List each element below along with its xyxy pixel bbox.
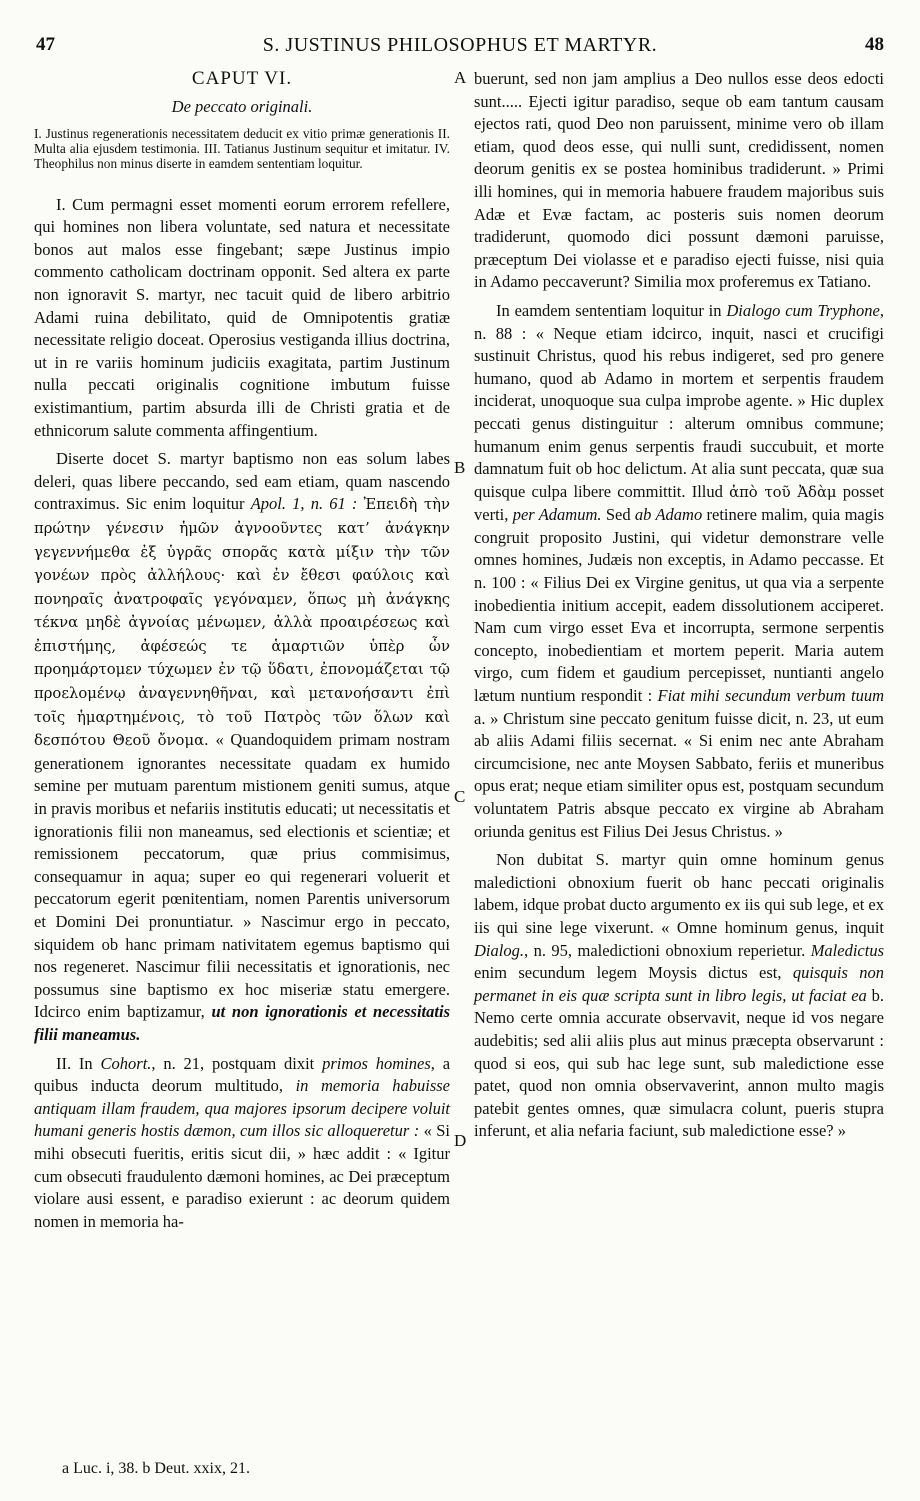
paragraph-text: Sed	[605, 505, 631, 525]
paragraph-text: « Si mihi obsecuti fueritis, eritis sicut dii, » hæc addit : « Igitur cum obsecuti fraudulento dæmoni homines, ac Dei præceptum violare ausi essent, e paradiso exierunt : ac deorum quidem nomen in memoria ha-	[34, 1121, 451, 1231]
paragraph-text: Non dubitat S. martyr quin omne hominum genus maledictioni obnoxium fuerit ob hanc peccati originalis labem, idque probat ducto argumento ex iis qui sub lege, et ex iis qui sine lege vixerunt. « Omne hominum genus, inquit	[474, 850, 884, 937]
chapter-summary: I. Justinus regenerationis necessitatem deducit ex vitio primæ generationis II. Multa alia ejusdem testimonia. III. Tatianus Justinum sequitur et imitatur. IV. Theophilus non minus diserte in eamdem sententiam loquitur.	[34, 126, 450, 172]
citation: Cohort.	[100, 1053, 152, 1073]
paragraph-text: , n. 21, postquam dixit	[151, 1053, 315, 1073]
paragraph	[474, 68, 884, 294]
italic-quote: ab Adamo	[634, 505, 703, 525]
italic-quote: primos homines	[322, 1053, 431, 1073]
paragraph-text: enim secundum legem Moysis dictus est,	[474, 963, 782, 983]
italic-quote: per Adamum.	[512, 505, 602, 525]
paragraph-text: retinere malim, quia magis congruit proposito Justini, qui videtur demonstrare velle omnes homines, Judæis non exceptis, in Adamo peccasse. Et n. 100 : « Filius Dei ex Virgine genitus, ut qua via a serpente inobedientia initium accepit, eadem dissolutionem acciperet. Nam cum virgo esset Eva et incorrupta, sermone serpentis concepto, inobedientiam et mortem peperit. Maria autem virgo, cum fidem et gaudium percepisset, nuntianti angelo lætum nuntium respondit :	[474, 505, 884, 706]
page-header	[0, 34, 920, 58]
citation: Dialogo cum Tryphone	[726, 300, 880, 320]
paragraph-text: posset verti,	[474, 481, 885, 525]
running-title: S. JUSTINUS PHILOSOPHUS ET MARTYR.	[262, 34, 658, 56]
paragraph	[34, 194, 450, 443]
right-column	[474, 68, 884, 1143]
italic-quote: Maledictus	[810, 940, 885, 960]
margin-marker-d: D	[454, 1131, 467, 1150]
paragraph	[474, 300, 884, 843]
left-column	[34, 68, 450, 1233]
citation: Dialog.	[474, 940, 524, 960]
footnotes: a Luc. i, 38. b Deut. xxix, 21.	[62, 1460, 250, 1477]
paragraph-text: In eamdem sententiam loquitur in	[496, 300, 722, 320]
paragraph-text: , n. 95, maledictioni obnoxium reperietur.	[523, 940, 806, 960]
italic-quote: in memoria habuisse antiquam illam fraudem, qua majores ipsorum decipere voluit humani generis hostis dæmon, cum illos sic alloqueretur :	[34, 1076, 450, 1141]
italic-quote: Fiat mihi secundum verbum tuum	[657, 686, 884, 706]
greek-quote: ἀπὸ τοῦ Ἀδὰμ	[729, 483, 837, 501]
paragraph	[34, 448, 450, 1046]
paragraph	[34, 1053, 450, 1234]
paragraph	[474, 849, 884, 1143]
paragraph-text: I. Cum permagni esset momenti eorum errorem refellere, qui homines non libera voluntate, sed natura et necessitate bonos aut malos esse fingebant; sæpe Justinus impio commento catholicam doctrinam opponit. Sed altera ex parte non ignoravit S. martyr, nec tacuit quid de libero arbitrio Adami ruina debilitato, quid de Omnipotentis gratiæ necessitate religio doceat. Operosius vestiganda illius doctrina, ut in re variis hominum judiciis exagitata, partim Justinum nulla peccati originalis cognitione imbutum fuisse existimantium, partim absurda illi de Christi gratia et de ethnicorum salute commenta affingentium.	[34, 194, 450, 440]
paragraph-text: Diserte docet S. martyr baptismo non eas solum labes deleri, quas libere peccando, sed eam etiam, quam nascendo contraximus. Sic enim loquitur	[34, 449, 450, 514]
italic-quote: quisquis non permanet in eis quæ scripta sunt in libro legis, ut faciat ea	[474, 963, 884, 1005]
page-number-right: 48	[865, 34, 884, 55]
paragraph-text: II. In	[56, 1053, 93, 1073]
chapter-title: CAPUT VI.	[191, 68, 293, 89]
margin-marker-a: A	[454, 68, 467, 87]
greek-quote: Ἐπειδὴ τὴν πρώτην γένεσιν ἡμῶν ἀγνοοῦντες κατ’ ἀνάγκην γεγεννήμεθα ἐξ ὑγρᾶς σπορᾶς κατὰ μίξιν τὴν τῶν γονέων πρὸς ἀλλήλους· καὶ ἐν ἔθεσι φαύλοις καὶ πονηραῖς ἀνατροφαῖς γεγόναμεν, ὅπως μὴ ἀνάγκης τέκνα μηδὲ ἀγνοίας μένωμεν, ἀλλὰ προαιρέσεως καὶ ἐπιστήμης, ἀφέσεώς τε ἁμαρτιῶν ὑπὲρ ὧν προημάρτομεν τύχωμεν ἐν τῷ ὕδατι, ἐπονομάζεται τῷ προελομένῳ ἀναγεννηθῆναι, καὶ μετανοήσαντι ἐπὶ τοῖς ἡμαρτημένοις, τὸ τοῦ Πατρὸς τῶν ὅλων καὶ δεσπότου Θεοῦ ὄνομα.	[34, 496, 450, 750]
citation: Apol. 1, n. 61 :	[250, 494, 358, 514]
paragraph-text: , n. 88 : « Neque etiam idcirco, inquit, nasci et crucifigi sustinuit Christus, quod his rebus indigeret, sed pro genere humano, quod ab Adamo in mortem et serpentis fraudem inciderat, unoquoque sua culpa improbe agente. » Hic duplex peccati genus distinguitur : alterum omnibus commune; humanum enim genus serpentis fraudi succubuit, et morte damnatum fuit ob hoc delictum. At alia sunt peccata, quæ sua quisque culpa libere committit. Illud	[474, 300, 884, 501]
paragraph-text: « Quandoquidem primam nostram generationem ignorantes necessitate quadam ex humido semine per mutuam parentum mistionem geniti sumus, atque in pravis moribus et nefariis institutis educati; ut necessitatis et ignorationis filii non maneamus, sed electionis et scientiæ; et remissionem peccatorum, quæ prius commisimus, consequamur in aqua; super eo qui regenerari voluerit et peccatorum egerit pœnitentiam, nomen Parentis universorum et Domini Dei pronuntiatur. » Nascimur ergo in peccato, siquidem ob hanc primam nativitatem egemus baptismo qui nos regeneret. Nascimur filii necessitatis et ignorationis, nec possumus sine baptismo ex hoc miseriæ statu emergere. Idcirco enim baptizamur,	[34, 730, 450, 1022]
italic-quote: ut non ignorationis et necessitatis filii maneamus.	[34, 1002, 450, 1044]
paragraph-text: b. Nemo certe omnia accurate observavit, neque id vos negare audebitis; sed alii aliis plus aut minus præcepta observarunt : quod si eos, qui sub hac lege sunt, sub maledictione esse patet, quod non omnia observaverint, annon multo magis patebit gentes omnes, quæ simulacra colunt, pueris stupra inferunt, et alia nefaria faciunt, sub maledictione esse? »	[474, 985, 884, 1141]
chapter-subtitle: De peccato originali.	[171, 97, 313, 116]
paragraph-text: a. » Christum sine peccato genitum fuisse dicit, n. 23, ut eum ab aliis Adami filiis secernat. « Si enim nec ante Abraham circumcisione, nec ante Moysen Sabbato, feriis et muneribus opus erat; neque etiam similiter opus est, postquam secundum voluntatem Patris absque peccato ex virgine ab Abraham oriunda genitus est Filius Dei Jesus Christus. »	[474, 708, 884, 841]
margin-marker-c: C	[454, 787, 466, 806]
page-number-left: 47	[36, 34, 55, 55]
paragraph-text: , a quibus inducta deorum multitudo,	[34, 1053, 451, 1096]
margin-marker-b: B	[454, 458, 466, 477]
paragraph-text: buerunt, sed non jam amplius a Deo nullos esse deos edocti sunt..... Ejecti igitur paradiso, seque ob eam tantum causam ejectos rati, quod Deo non paruissent, minime vero ob illam etiam, quod deos esse, qui nulli sunt, credidissent, nomen deorum genitis ex se postea hominibus tradiderunt. » Primi illi homines, qui in memoria habuere fraudem majoribus suis Adæ et Evæ factam, ac posteris suis nomen deorum tradiderunt, quomodo dici possunt dæmoni paruisse, præceptum Dei violasse et e paradiso ejecti fuisse, nisi quia in Adamo peccaverunt? Similia mox proferemus ex Tatiano.	[474, 69, 884, 292]
